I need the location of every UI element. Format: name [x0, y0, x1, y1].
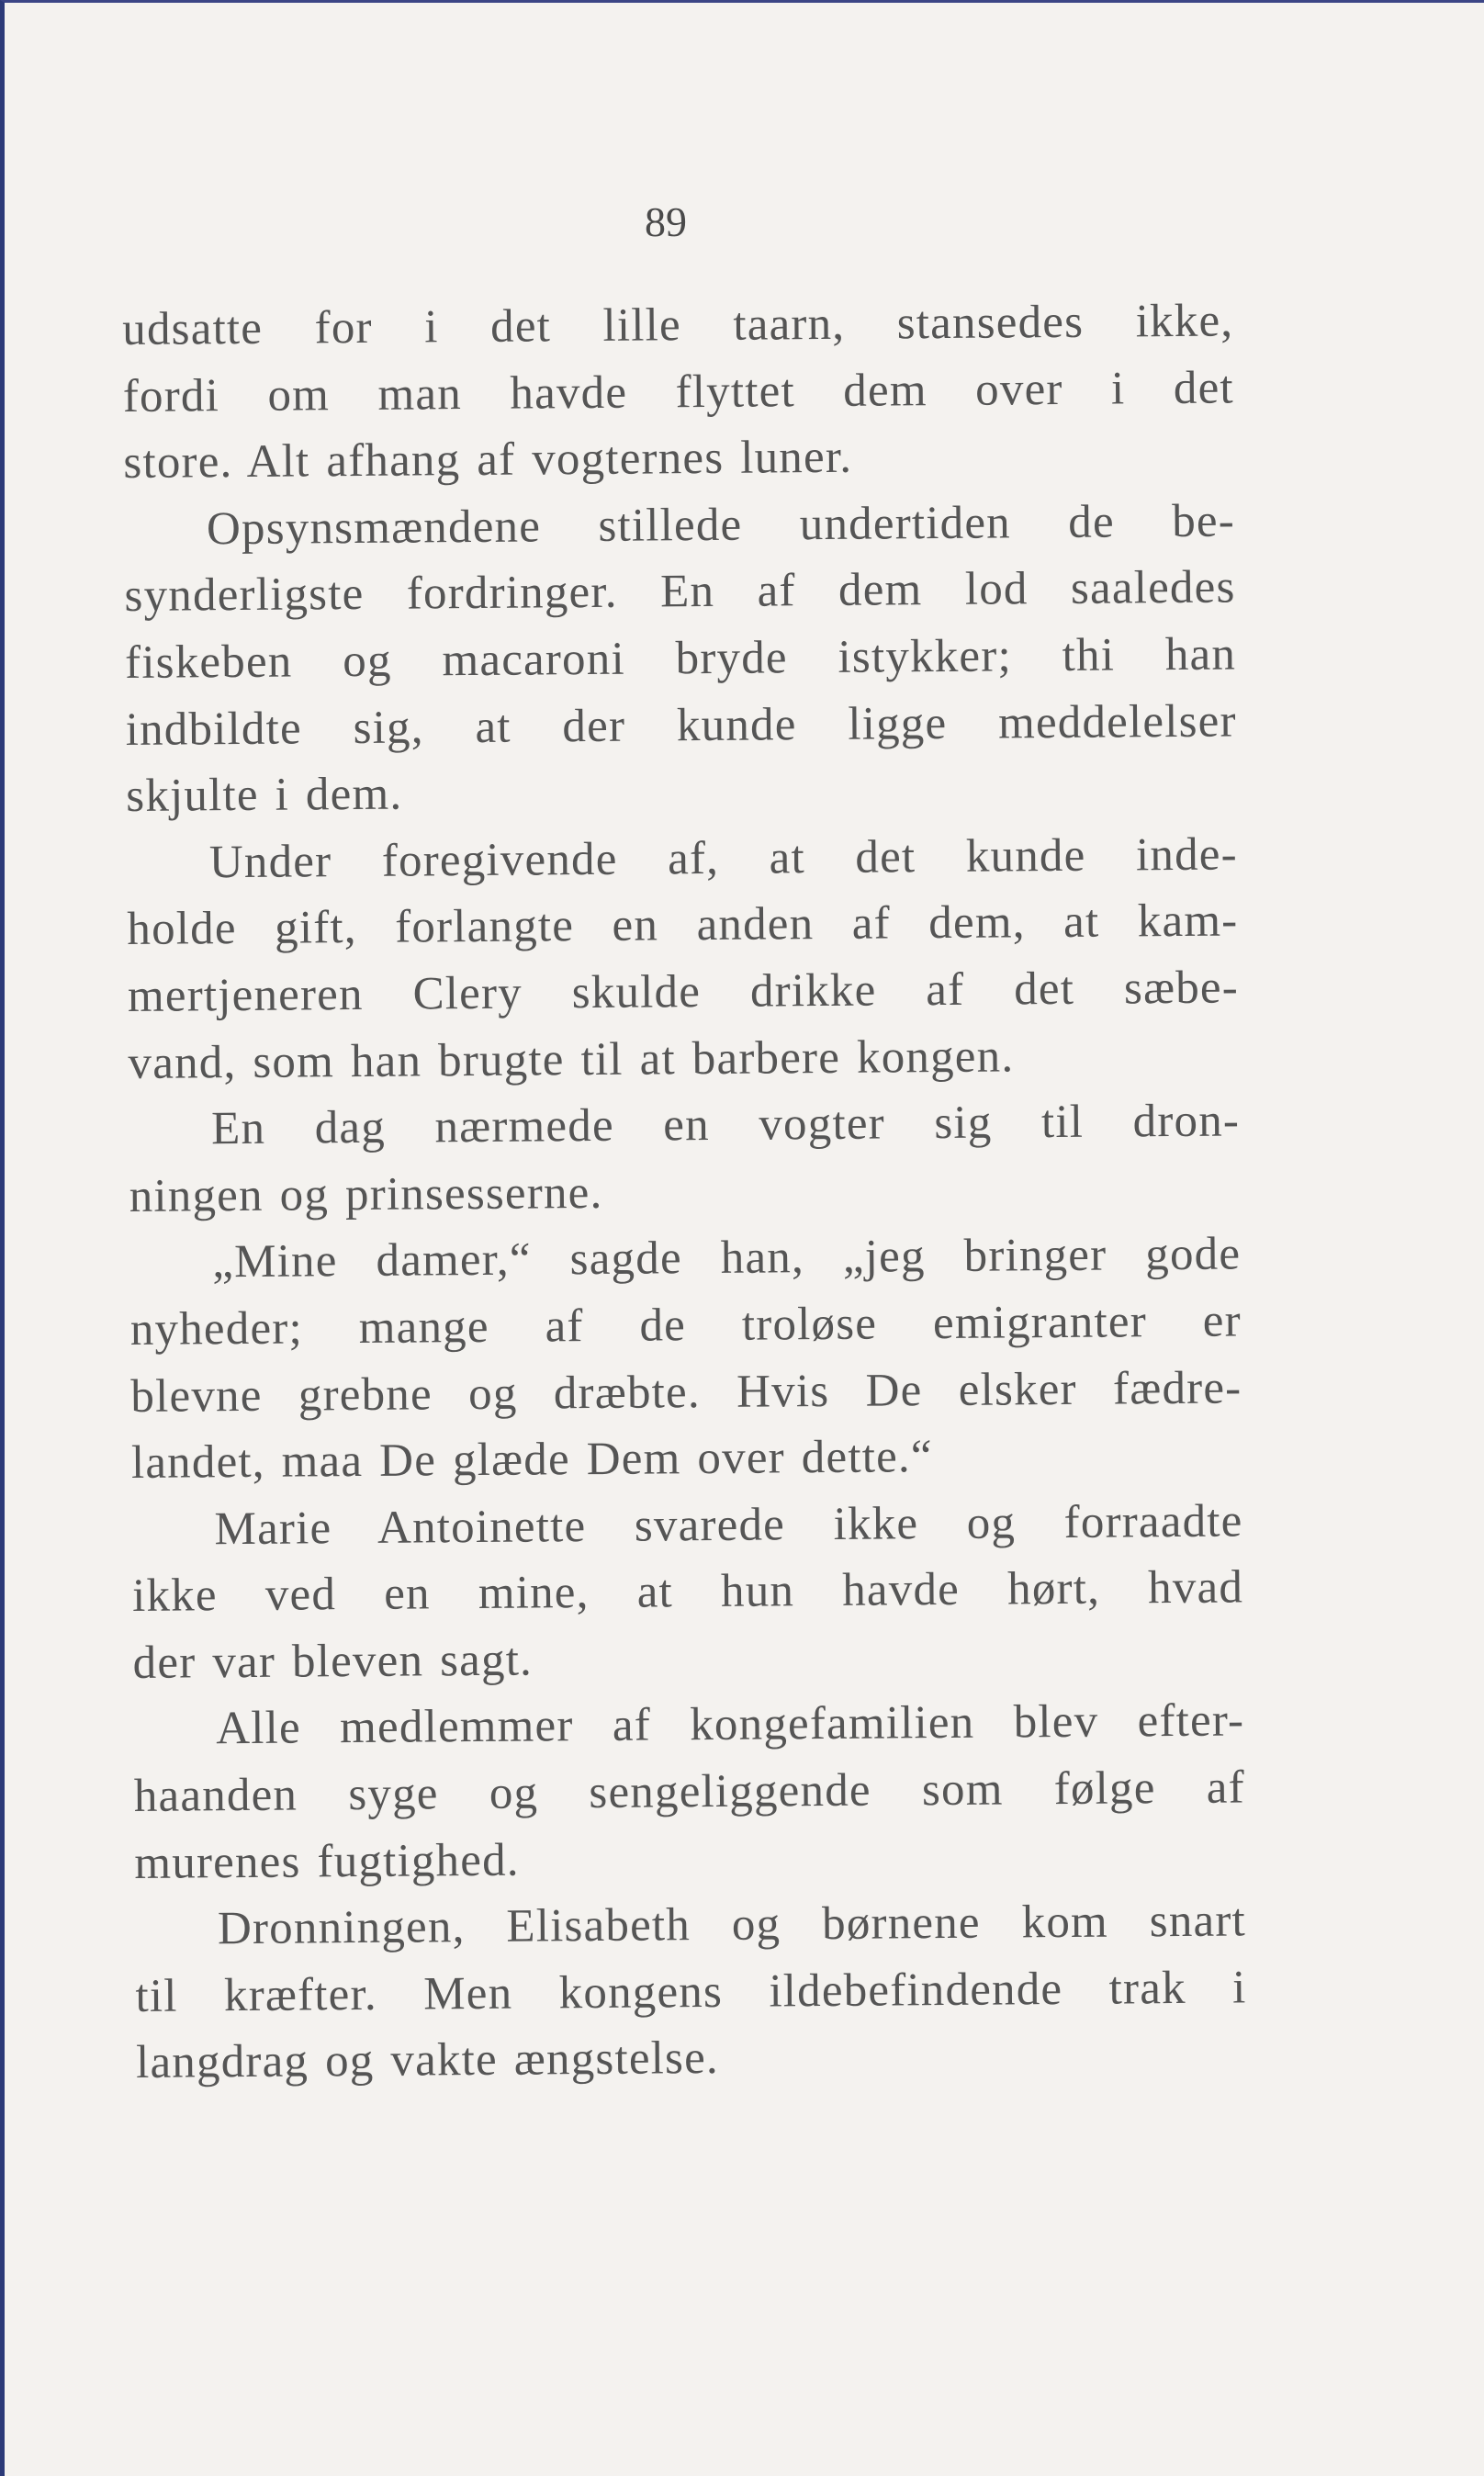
paragraph: [129, 1221, 1242, 1497]
text-line: ikke ved en mine, at hun havde hørt, hvad: [131, 1561, 1244, 1623]
text-line: mertjeneren Clery skulde drikke af det sæbe-: [127, 962, 1240, 1022]
text-line: holde gift, forlangte en anden af dem, at kam-: [127, 895, 1239, 956]
paragraph: [131, 1488, 1244, 1696]
text-line: udsatte for i det lille taarn, stansedes ikke,: [122, 295, 1234, 355]
paragraph: [129, 1088, 1241, 1231]
paragraph: [135, 1888, 1248, 2097]
text-line: indbildte sig, at der kunde ligge meddelelser: [125, 695, 1237, 756]
text-line: ningen og prinsesserne.: [129, 1166, 603, 1222]
text-line: „Mine damer,“ sagde han, „jeg bringer gode: [212, 1228, 1242, 1289]
text-line: Alle medlemmer af kongefamilien blev efter-: [216, 1694, 1245, 1755]
text-line: Dronningen, Elisabeth og børnene kom snart: [217, 1895, 1247, 1955]
text-line: En dag nærmede en vogter sig til dron-: [210, 1095, 1241, 1155]
text-line: nyheder; mange af de troløse emigranter er: [129, 1295, 1242, 1356]
text-line: Under foregivende af, at det kunde inde-: [208, 828, 1239, 889]
text-line: til kræfter. Men kongens ildebefindende trak i: [135, 1962, 1247, 2022]
paragraph: [124, 488, 1238, 829]
paragraph: [127, 821, 1240, 1097]
text-line: skjulte i dem.: [126, 768, 403, 823]
text-line: fordi om man havde flyttet dem over i det: [122, 362, 1235, 422]
text-line: vand, som han brugte til at barbere kongen.: [128, 1030, 1015, 1089]
text-line: store. Alt afhang af vogternes luner.: [123, 431, 853, 490]
text-line: murenes fugtighed.: [134, 1834, 520, 1889]
text-line: blevne grebne og dræbte. Hvis De elsker fædre-: [130, 1361, 1242, 1423]
text-line: der var bleven sagt.: [132, 1634, 534, 1689]
text-line: haanden syge og sengeliggende som følge af: [133, 1761, 1246, 1823]
page-number: 89: [645, 198, 687, 245]
text-line: Opsynsmændene stillede undertiden de be-: [206, 495, 1236, 556]
paragraph: [133, 1688, 1246, 1896]
text-line: fiskeben og macaroni bryde istykker; thi han: [124, 628, 1237, 689]
paragraph: [122, 287, 1235, 496]
body-text: [122, 287, 1247, 2096]
text-line: langdrag og vakte ængstelse.: [135, 2032, 720, 2089]
text-line: landet, maa De glæde Dem over dette.“: [130, 1431, 933, 1490]
text-line: synderligste fordringer. En af dem lod saaledes: [124, 561, 1236, 623]
text-line: Marie Antoinette svarede ikke og forraadte: [214, 1495, 1243, 1555]
